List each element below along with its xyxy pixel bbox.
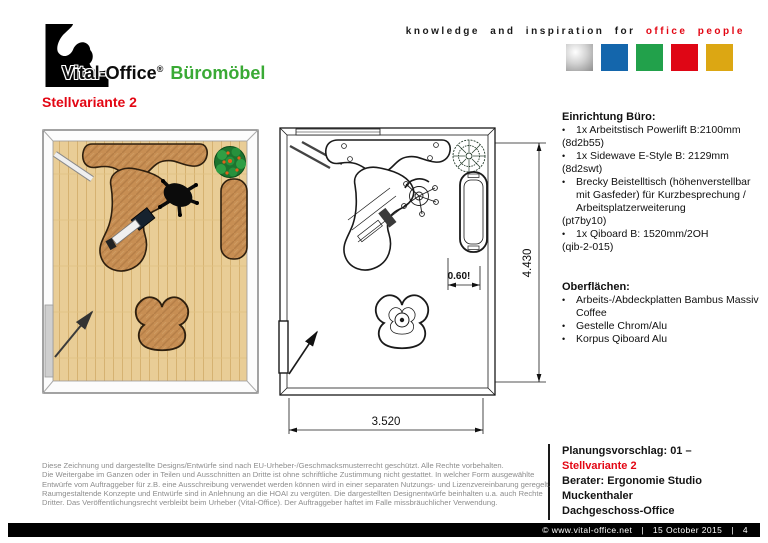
proposal-label: Planungsvorschlag: 01 – — [562, 445, 692, 457]
brand-name: Vital-Office — [62, 63, 157, 83]
list-item: • Arbeits-/Abdeckplatten Bambus Massiv Coffee — [562, 294, 765, 319]
brecky-table — [136, 297, 188, 350]
project-info — [548, 444, 758, 520]
rendered-floor-plan — [42, 129, 259, 394]
surfaces-block — [562, 281, 765, 346]
qiboard-sideboard — [221, 179, 247, 259]
legal-disclaimer — [42, 461, 550, 507]
dim-gap-label: 0.60! — [447, 271, 471, 282]
specs-column — [562, 111, 765, 346]
dimension-height — [495, 143, 546, 382]
dim-height-label: 4.430 — [522, 248, 534, 278]
proposal-value: Stellvariante 2 — [562, 460, 637, 472]
brand-suffix: Büromöbel — [170, 63, 266, 83]
brand-wordmark — [62, 63, 265, 84]
list-item: • 1x Qiboard B: 1520mm/2OH — [562, 228, 709, 240]
brecky-table-outline — [376, 295, 428, 348]
tagline — [406, 26, 745, 37]
product-code: (8d2swt) — [562, 163, 603, 175]
door-strip — [45, 305, 53, 377]
product-code: (8d2b55) — [562, 137, 605, 149]
location-line: Dachgeschoss-Office — [562, 505, 675, 517]
footer-bar — [8, 523, 760, 537]
footer-page-number: 4 — [742, 525, 748, 535]
blue-square-icon — [601, 44, 628, 71]
product-code: (qib-2-015) — [562, 241, 614, 253]
silver-square-icon — [566, 44, 593, 71]
disclaimer-line: Die Weitergabe im Ganzen oder in Teilen und Ausschnitten an Dritte ist ohne schriftliche Zustimmung nicht gestattet. In welcher Form ausgewählte — [42, 470, 535, 480]
footer-separator: | — [641, 525, 644, 535]
consultant-line: Berater: Ergonomie Studio Muckenthaler — [562, 475, 702, 502]
list-item: • Gestelle Chrom/Alu — [562, 320, 668, 332]
surfaces-title: Oberflächen: — [562, 281, 630, 293]
disclaimer-line: Entwürfe vom Auftraggeber für z.B. eine Ausschreibung verwendet werden können wird in einer separaten Nutzungs- und Lizenzvereinbarung geregelt. — [42, 479, 551, 489]
list-item: • Korpus Qiboard Alu — [562, 333, 668, 345]
registered-mark: ® — [156, 64, 164, 74]
qiboard-outline — [460, 172, 487, 252]
tagline-black: knowledge and inspiration for — [405, 26, 636, 37]
door-outline — [279, 321, 288, 373]
footer-separator: | — [731, 525, 734, 535]
cad-floor-plan — [262, 118, 552, 438]
list-item: • 1x Arbeitstisch Powerlift B:2100mm — [562, 124, 741, 136]
list-item: • 1x Sidewave E-Style B: 2129mm — [562, 150, 729, 162]
disclaimer-line: Raumgestaltende Konzepte und Entwürfe sind in Anlehnung an die HOAI zu vergüten. Die dargestellten Designentwürfe beinhalten u.a. auch Rechte — [42, 488, 543, 498]
brand-color-squares — [566, 44, 733, 71]
tagline-red: office people — [645, 26, 745, 37]
green-square-icon — [636, 44, 663, 71]
red-square-icon — [671, 44, 698, 71]
plant — [215, 147, 247, 178]
disclaimer-line: Diese Zeichnung und dargestellte Designs/Entwürfe sind nach EU-Urheber-/Geschmacksmusterrecht geschützt. Alle Rechte vorbehalten. — [42, 461, 504, 470]
dim-width-label: 3.520 — [371, 416, 401, 428]
page-title: Stellvariante 2 — [42, 94, 137, 110]
disclaimer-line: Dritter. Das Veröffentlichungsrecht verbleibt beim Urheber (Vital-Office). Der Auftraggeber haftet im Falle missbräuchlicher Verwendung. — [42, 498, 498, 508]
list-item: • Brecky Beistelltisch (höhenverstellbar mit Gasfeder) für Kurzbesprechung / Arbeitsplatzerweiterung — [562, 176, 751, 214]
footer-date: 15 October 2015 — [652, 525, 723, 535]
product-code: (pt7by10) — [562, 215, 607, 227]
gold-square-icon — [706, 44, 733, 71]
furniture-title: Einrichtung Büro: — [562, 111, 656, 123]
footer-copyright: © www.vital-office.net — [542, 525, 633, 535]
proposal-line — [562, 444, 758, 474]
